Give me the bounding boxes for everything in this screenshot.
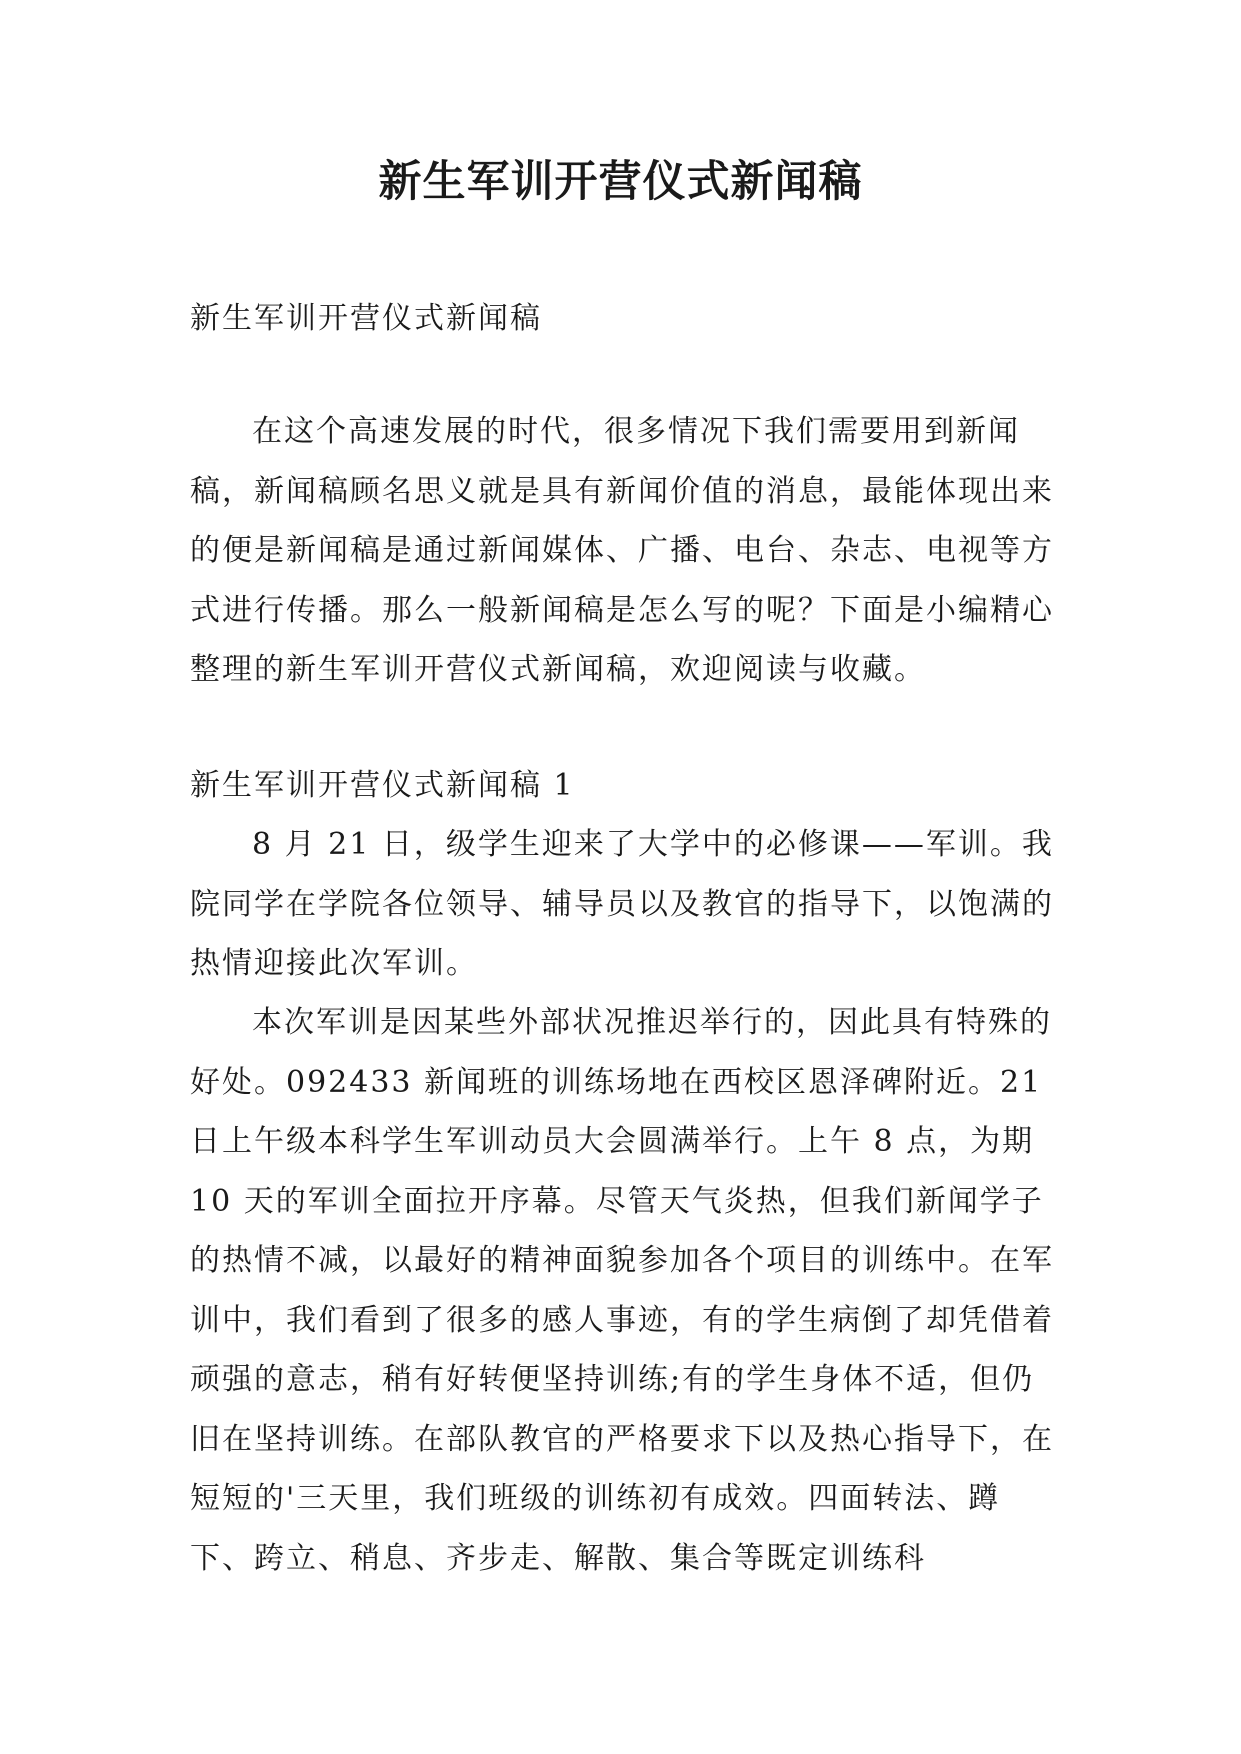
document-title: 新生军训开营仪式新闻稿 — [378, 157, 863, 207]
body-paragraph-2: 本次军训是因某些外部状况推迟举行的，因此具有特殊的好处。092433 新闻班的训练场地在西校区恩泽碑附近。21 日上午级本科学生军训动员大会圆满举行。上午 8 点，为期 10 天的军训全面拉开序幕。尽管天气炎热，但我们新闻学子的热情不减，以最好的精神面貌参加各个项目的训练中。在军训中，我们看到了很多的感人事迹，有的学生病倒了却凭借着顽强的意志，稍有好转便坚持训练;有的学生身体不适，但仍旧在坚持训练。在部队教官的严格要求下以及热心指导下，在短短的'三天里，我们班级的训练初有成效。四面转法、蹲下、跨立、稍息、齐步走、解散、集合等既定训练科 — [190, 1005, 1054, 1576]
section-heading: 新生军训开营仪式新闻稿 1 — [190, 768, 575, 803]
document-subtitle: 新生军训开营仪式新闻稿 — [190, 301, 542, 336]
intro-paragraph: 在这个高速发展的时代，很多情况下我们需要用到新闻稿，新闻稿顾名思义就是具有新闻价值的消息，最能体现出来的便是新闻稿是通过新闻媒体、广播、电台、杂志、电视等方式进行传播。那么一般新闻稿是怎么写的呢？下面是小编精心整理的新生军训开营仪式新闻稿，欢迎阅读与收藏。 — [190, 414, 1054, 687]
body-paragraph-1: 8 月 21 日，级学生迎来了大学中的必修课——军训。我院同学在学院各位领导、辅导员以及教官的指导下，以饱满的热情迎接此次军训。 — [190, 827, 1054, 981]
